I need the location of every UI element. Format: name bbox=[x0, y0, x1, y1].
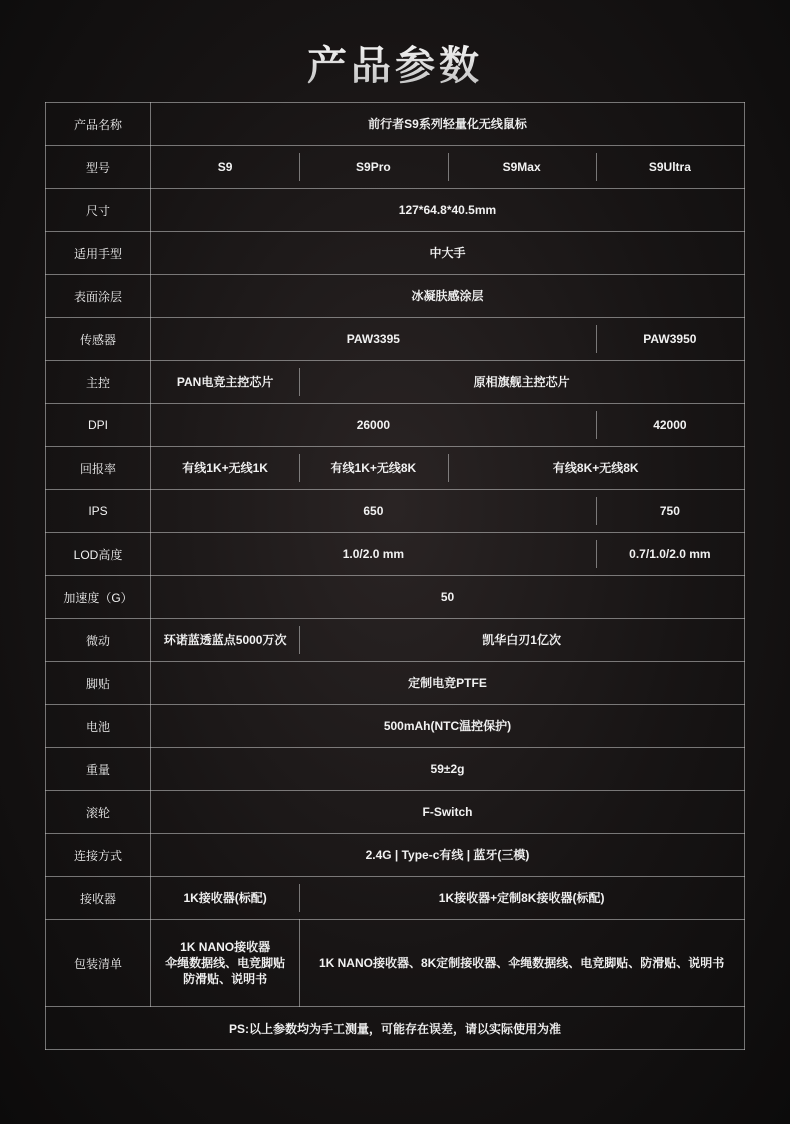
row-value bbox=[151, 705, 745, 748]
row-value-segments bbox=[151, 103, 744, 145]
value-segment: PAW3395 bbox=[346, 332, 400, 346]
row-value bbox=[151, 834, 745, 877]
value-segment: 中大手 bbox=[429, 246, 466, 260]
value-segment: 650 bbox=[363, 504, 384, 518]
table-row bbox=[46, 877, 745, 920]
value-segment: 42000 bbox=[596, 417, 744, 433]
value-segment: 定制电竞PTFE bbox=[408, 676, 487, 690]
table-row bbox=[46, 834, 745, 877]
table-row bbox=[46, 404, 745, 447]
row-value bbox=[151, 189, 745, 232]
value-segment: 有线1K+无线1K bbox=[182, 461, 268, 475]
row-value-segments bbox=[151, 361, 744, 403]
row-value-segments bbox=[151, 490, 744, 532]
row-value bbox=[151, 447, 745, 490]
value-segment: PAN电竞主控芯片 bbox=[176, 375, 274, 389]
row-label: 重量 bbox=[46, 748, 151, 791]
table-row bbox=[46, 705, 745, 748]
value-segment: 0.7/1.0/2.0 mm bbox=[596, 546, 744, 562]
row-value bbox=[151, 103, 745, 146]
value-segment: 59±2g bbox=[430, 762, 465, 776]
row-label: IPS bbox=[46, 490, 151, 533]
row-value-segments bbox=[151, 834, 744, 876]
row-value bbox=[151, 404, 745, 447]
row-value bbox=[151, 619, 745, 662]
row-value bbox=[151, 533, 745, 576]
row-value-segments bbox=[151, 662, 744, 704]
table-row bbox=[46, 103, 745, 146]
table-row bbox=[46, 662, 745, 705]
value-segment: S9Pro bbox=[299, 159, 447, 175]
table-row bbox=[46, 361, 745, 404]
row-label: 尺寸 bbox=[46, 189, 151, 232]
table-row bbox=[46, 146, 745, 189]
spec-table-body bbox=[46, 103, 745, 1050]
row-value-segments bbox=[151, 619, 744, 661]
table-row bbox=[46, 318, 745, 361]
value-segment: 1K接收器+定制8K接收器(标配) bbox=[299, 890, 744, 906]
row-value bbox=[151, 361, 745, 404]
row-value-segments bbox=[151, 791, 744, 833]
row-value-segments bbox=[151, 447, 744, 489]
value-segment: 凯华白刃1亿次 bbox=[299, 632, 744, 648]
row-label: 主控 bbox=[46, 361, 151, 404]
table-row-note bbox=[46, 1007, 745, 1050]
row-label: 电池 bbox=[46, 705, 151, 748]
row-label: 连接方式 bbox=[46, 834, 151, 877]
table-row bbox=[46, 275, 745, 318]
row-value-segments bbox=[151, 146, 744, 188]
row-label: 脚贴 bbox=[46, 662, 151, 705]
row-value bbox=[151, 576, 745, 619]
row-value bbox=[151, 318, 745, 361]
table-row bbox=[46, 791, 745, 834]
table-row bbox=[46, 533, 745, 576]
row-value-segments bbox=[151, 920, 744, 1006]
value-segment: 26000 bbox=[356, 418, 391, 432]
table-row bbox=[46, 619, 745, 662]
package-line: 1K NANO接收器 bbox=[180, 940, 271, 954]
package-list-basic bbox=[151, 939, 299, 987]
value-segment: 环诺蓝透蓝点5000万次 bbox=[163, 633, 287, 647]
value-segment: S9Max bbox=[448, 159, 596, 175]
row-label: 接收器 bbox=[46, 877, 151, 920]
row-label: 加速度（G） bbox=[46, 576, 151, 619]
row-value bbox=[151, 662, 745, 705]
value-segment: S9 bbox=[217, 160, 233, 174]
row-label: 滚轮 bbox=[46, 791, 151, 834]
row-value-segments bbox=[151, 189, 744, 231]
table-row bbox=[46, 490, 745, 533]
row-value bbox=[151, 920, 745, 1007]
row-value bbox=[151, 490, 745, 533]
value-segment: 1.0/2.0 mm bbox=[342, 547, 405, 561]
value-segment: 冰凝肤感涂层 bbox=[411, 289, 484, 303]
row-value-segments bbox=[151, 748, 744, 790]
page-title: 产品参数 bbox=[0, 34, 790, 91]
value-segment: 1K接收器(标配) bbox=[183, 891, 267, 905]
row-value-segments bbox=[151, 877, 744, 919]
row-label: 微动 bbox=[46, 619, 151, 662]
value-segment: S9Ultra bbox=[596, 159, 744, 175]
value-segment: 前行者S9系列轻量化无线鼠标 bbox=[368, 117, 527, 131]
row-label: 型号 bbox=[46, 146, 151, 189]
row-label: 回报率 bbox=[46, 447, 151, 490]
package-line: 伞绳数据线、电竞脚贴 bbox=[165, 956, 286, 970]
package-list-full: 1K NANO接收器、8K定制接收器、伞绳数据线、电竞脚贴、防滑贴、说明书 bbox=[299, 955, 744, 971]
row-value-segments bbox=[151, 576, 744, 618]
row-label: LOD高度 bbox=[46, 533, 151, 576]
table-row bbox=[46, 447, 745, 490]
row-value bbox=[151, 791, 745, 834]
row-value-segments bbox=[151, 232, 744, 274]
row-label: 传感器 bbox=[46, 318, 151, 361]
spec-table bbox=[45, 102, 745, 1050]
value-segment: F-Switch bbox=[422, 805, 473, 819]
table-row bbox=[46, 748, 745, 791]
measurement-note: PS:以上参数均为手工测量，可能存在误差，请以实际使用为准 bbox=[46, 1007, 745, 1050]
value-segment: PAW3950 bbox=[596, 331, 744, 347]
package-line: 防滑贴、说明书 bbox=[183, 972, 268, 986]
row-value-segments bbox=[151, 404, 744, 446]
row-value bbox=[151, 877, 745, 920]
row-value bbox=[151, 748, 745, 791]
row-value-segments bbox=[151, 705, 744, 747]
row-value-segments bbox=[151, 275, 744, 317]
row-value bbox=[151, 232, 745, 275]
table-row bbox=[46, 576, 745, 619]
row-value-segments bbox=[151, 318, 744, 360]
row-value bbox=[151, 146, 745, 189]
row-label: 适用手型 bbox=[46, 232, 151, 275]
row-value bbox=[151, 275, 745, 318]
value-segment: 有线8K+无线8K bbox=[448, 460, 745, 476]
value-segment: 有线1K+无线8K bbox=[299, 460, 447, 476]
value-segment: 50 bbox=[440, 590, 455, 604]
value-segment: 原相旗舰主控芯片 bbox=[299, 374, 744, 390]
row-label: 产品名称 bbox=[46, 103, 151, 146]
row-label: DPI bbox=[46, 404, 151, 447]
value-segment: 2.4G | Type-c有线 | 蓝牙(三模) bbox=[365, 848, 530, 862]
value-segment: 500mAh(NTC温控保护) bbox=[383, 719, 512, 733]
row-label: 表面涂层 bbox=[46, 275, 151, 318]
value-segment: 750 bbox=[596, 503, 744, 519]
value-segment: 127*64.8*40.5mm bbox=[398, 203, 497, 217]
row-value-segments bbox=[151, 533, 744, 575]
table-row bbox=[46, 232, 745, 275]
row-label: 包装清单 bbox=[46, 920, 151, 1007]
table-row bbox=[46, 189, 745, 232]
table-row-package bbox=[46, 920, 745, 1007]
